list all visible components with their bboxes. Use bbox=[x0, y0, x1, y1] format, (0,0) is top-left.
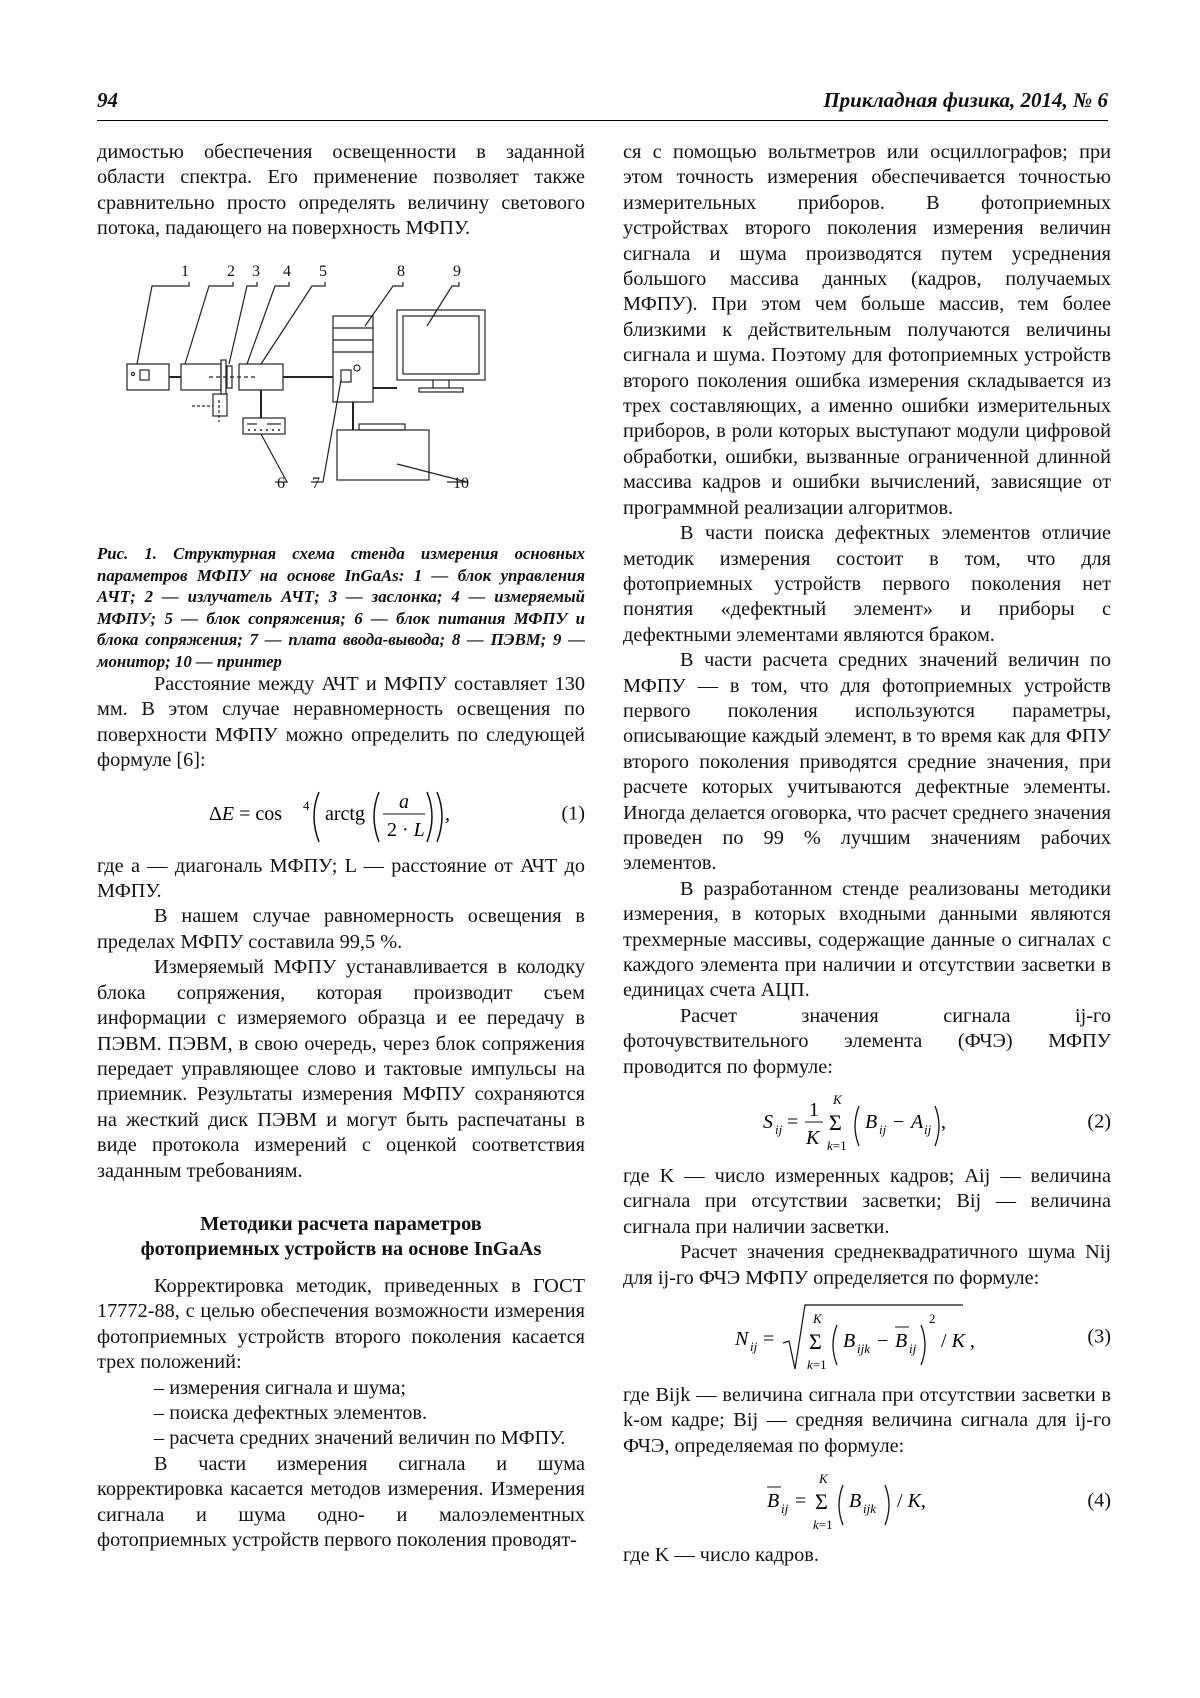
svg-text:k=1: k=1 bbox=[813, 1517, 833, 1533]
svg-text:ij: ij bbox=[909, 1341, 917, 1357]
equation-number: (4) bbox=[1087, 1489, 1111, 1512]
paragraph: Измеряемый МФПУ устанавливается в колодку блока сопряжения, которая производит съем информации с измеряемого образца и ее передачу в ПЭВМ. ПЭВМ, в свою очередь, через блок сопряжения передает управляющее слово и тактовые импульсы на приемник. Результаты измерения МФПУ сохраняются на жесткий диск ПЭВМ и могут быть распечатаны в виде протокола измерений с оценкой соответствия заданным требованиям. bbox=[97, 956, 585, 1182]
section-heading: Методики расчета параметров фотоприемных устройств на основе InGaAs bbox=[140, 1212, 542, 1260]
equation-2 bbox=[623, 1086, 1111, 1158]
svg-text:A: A bbox=[911, 1111, 924, 1134]
svg-text:/ K ,: / K , bbox=[941, 1330, 975, 1353]
svg-text:ij: ij bbox=[781, 1501, 789, 1517]
svg-text:−: − bbox=[893, 1111, 905, 1134]
paragraph: Корректировка методик, приведенных в ГОСТ 17772-88, с целью обеспечения возможности измерения фотоприемных устройств второго поколения касается трех положений: bbox=[97, 1274, 585, 1374]
equation-1 bbox=[97, 780, 585, 848]
page-number: 94 bbox=[97, 88, 118, 112]
svg-text:4: 4 bbox=[303, 797, 310, 813]
paragraph: где K — число кадров. bbox=[623, 1544, 819, 1567]
svg-text:=: = bbox=[795, 1490, 807, 1513]
svg-text:,: , bbox=[941, 1111, 946, 1134]
svg-text:Σ: Σ bbox=[815, 1489, 828, 1515]
fig-label-5: 5 bbox=[319, 262, 327, 280]
svg-text:k=1: k=1 bbox=[807, 1357, 827, 1373]
svg-text:K: K bbox=[819, 1471, 828, 1487]
paragraph: В части измерения сигнала и шума корректировка касается методов измерения. Измерения сигнала и шума одно- и малоэлементных фотоприемных устройств первого поколения проводят- bbox=[97, 1452, 585, 1551]
fig-label-3: 3 bbox=[252, 262, 260, 280]
list-item: – поиска дефектных элементов. bbox=[154, 1401, 428, 1424]
equation-number: (3) bbox=[1087, 1325, 1111, 1348]
svg-text:2: 2 bbox=[929, 1311, 936, 1327]
paragraph: В разработанном стенде реализованы методики измерения, в которых входными данными являются трехмерные массивы, содержащие данные о сигналах с каждого элемента при наличии и отсутствии засветки в единицах счета АЦП. bbox=[623, 877, 1111, 1002]
svg-text:B: B bbox=[895, 1330, 908, 1353]
left-column bbox=[97, 140, 585, 1553]
paragraph: где K — число измеренных кадров; Aij — величина сигнала при отсутствии засветки; Bij — величина сигнала при наличии засветки. bbox=[623, 1165, 1111, 1238]
svg-text:N: N bbox=[735, 1328, 749, 1351]
svg-text:k=1: k=1 bbox=[827, 1138, 847, 1154]
svg-text:K: K bbox=[833, 1092, 842, 1108]
equation-number: (2) bbox=[1087, 1110, 1111, 1133]
figure-1-diagram bbox=[97, 254, 585, 524]
paragraph: димостью обеспечения освещенности в заданной области спектра. Его применение позволяет также сравнительно просто определять величину светового потока, падающего на поверхность МФПУ. bbox=[97, 141, 585, 240]
list-item: – измерения сигнала и шума; bbox=[154, 1376, 407, 1399]
fig-label-4: 4 bbox=[283, 262, 291, 280]
svg-text:ij: ij bbox=[750, 1339, 758, 1355]
journal-title: Прикладная физика, 2014, № 6 bbox=[823, 88, 1108, 112]
svg-text:Σ: Σ bbox=[829, 1110, 842, 1136]
svg-text:=: = bbox=[787, 1111, 799, 1134]
paragraph: где a — диагональ МФПУ; L — расстояние от АЧТ до МФПУ. bbox=[97, 854, 585, 903]
svg-text:K: K bbox=[806, 1127, 820, 1150]
equation-3 bbox=[623, 1297, 1111, 1377]
fig-label-1: 1 bbox=[181, 262, 189, 280]
svg-text:ij: ij bbox=[775, 1122, 783, 1138]
paragraph: Расстояние между АЧТ и МФПУ составляет 130 мм. В этом случае неравномерность освещения по поверхности МФПУ можно определить по следующей формуле [6]: bbox=[97, 673, 585, 772]
fig-label-7: 7 bbox=[312, 474, 320, 492]
svg-text:=: = bbox=[763, 1328, 775, 1351]
paragraph: В части расчета средних значений величин по МФПУ — в том, что для фотоприемных устройств первого поколения используются параметры, описывающие каждый элемент, в то время как для ФПУ второго поколения приводятся средние значения, при расчете которых учитываются дефектные элементы. Иногда делается оговорка, что расчет среднего значения проведен по 99 % лучшим значениям рабочих элементов. bbox=[623, 649, 1111, 875]
svg-text:ij: ij bbox=[879, 1122, 887, 1138]
paragraph: где Bijk — величина сигнала при отсутствии засветки в k-ом кадре; Bij — средняя величина сигнала для ij-го ФЧЭ, определяемая по формуле: bbox=[623, 1384, 1111, 1457]
svg-text:ΔE = cos: ΔE = cos bbox=[209, 802, 283, 825]
paragraph: ся с помощью вольтметров или осциллографов; при этом точность измерения обеспечивается точностью измерительных приборов. В фотоприемных устройствах второго поколения измерения величин сигнала и шума производятся путем усреднения большого массива данных (кадров, получаемых МФПУ). При этом чем больше массив, тем более близкими к действительным получаются величины сигнала и шума. Поэтому для фотоприемных устройств второго поколения ошибка измерения складывается из трех составляющих, а именно ошибки измерительных приборов, в роли которых выступают модули цифровой обработки, ошибки, вызванные ограниченной длинной массива кадров и ошибки вычислений, зависящие от программной реализации алгоритмов. bbox=[623, 141, 1111, 519]
paragraph: В части поиска дефектных элементов отличие методик измерения состоит в том, что для фотоприемных устройств первого поколения нет понятия «дефектный элемент» и приборы с дефектными элементами являются браком. bbox=[623, 522, 1111, 646]
svg-text:Σ: Σ bbox=[809, 1329, 822, 1355]
fig-label-9: 9 bbox=[453, 262, 461, 280]
svg-text:K: K bbox=[813, 1311, 822, 1327]
svg-text:a: a bbox=[399, 790, 409, 813]
svg-text:B: B bbox=[865, 1111, 878, 1134]
equation-4 bbox=[623, 1465, 1111, 1537]
svg-text:ijk: ijk bbox=[863, 1501, 876, 1517]
paragraph: Расчет значения среднеквадратичного шума Nij для ij-го ФЧЭ МФПУ определяется по формуле: bbox=[623, 1241, 1111, 1289]
svg-text:2 · L: 2 · L bbox=[387, 818, 425, 841]
svg-text:,: , bbox=[445, 802, 450, 825]
svg-text:B: B bbox=[849, 1490, 862, 1513]
right-column bbox=[623, 140, 1111, 1569]
svg-text:ij: ij bbox=[924, 1122, 932, 1138]
svg-text:B: B bbox=[767, 1490, 780, 1513]
svg-text:arctg: arctg bbox=[325, 802, 365, 825]
fig-label-2: 2 bbox=[227, 262, 235, 280]
svg-text:S: S bbox=[763, 1111, 773, 1134]
header-rule bbox=[97, 120, 1108, 121]
figure-caption: Рис. 1. Структурная схема стенда измерения основных параметров МФПУ на основе InGaAs: 1 — блок управления АЧТ; 2 — излучатель АЧТ; 3 — заслонка; 4 — измеряемый МФПУ; 5 — блок сопряжения; 6 — блок питания МФПУ и блока сопряжения; 7 — плата ввода-вывода; 8 — ПЭВМ; 9 — монитор; 10 — принтер bbox=[97, 544, 585, 671]
svg-text:B: B bbox=[843, 1330, 856, 1353]
list-item: – расчета средних значений величин по МФПУ. bbox=[154, 1427, 566, 1450]
paragraph: Расчет значения сигнала ij-го фоточувствительного элемента (ФЧЭ) МФПУ проводится по формуле: bbox=[623, 1004, 1111, 1078]
fig-label-8: 8 bbox=[397, 262, 405, 280]
fig-label-6: 6 bbox=[277, 474, 285, 492]
svg-text:1: 1 bbox=[809, 1099, 819, 1122]
paragraph: В нашем случае равномерность освещения в пределах МФПУ составила 99,5 %. bbox=[97, 905, 585, 953]
svg-text:/ K,: / K, bbox=[897, 1490, 926, 1513]
svg-text:−: − bbox=[877, 1330, 889, 1353]
equation-number: (1) bbox=[561, 801, 585, 824]
svg-text:ijk: ijk bbox=[857, 1341, 870, 1357]
fig-label-10: 10 bbox=[453, 474, 469, 492]
